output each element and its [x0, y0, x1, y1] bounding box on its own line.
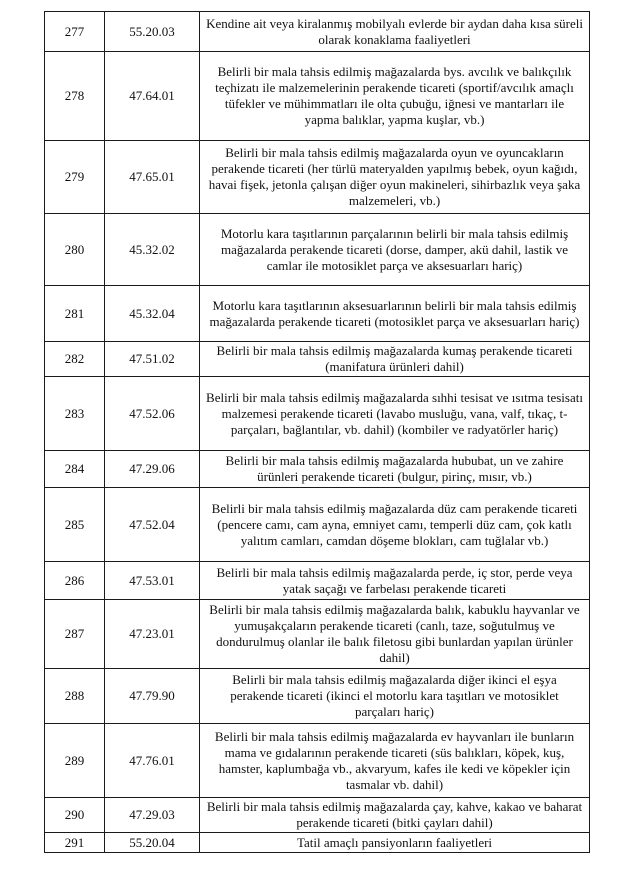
table-row — [45, 724, 590, 798]
row-number: 287 — [45, 600, 105, 669]
activity-code: 47.52.06 — [105, 377, 200, 451]
row-number: 283 — [45, 377, 105, 451]
activity-description: Belirli bir mala tahsis edilmiş mağazalarda perde, iç stor, perde veya yatak saçağı ve farbelası perakende ticareti — [200, 562, 590, 600]
activity-description: Belirli bir mala tahsis edilmiş mağazalarda oyun ve oyuncakların perakende ticareti (her türlü materyalden yapılmış bebek, oyun kağıdı, havai fişek, jetonla çalışan diğer oyun makineleri, sihirbazlık veya şaka malzemeleri, vb.) — [200, 141, 590, 214]
activity-code: 47.64.01 — [105, 52, 200, 141]
row-number: 279 — [45, 141, 105, 214]
row-number: 277 — [45, 12, 105, 52]
row-number: 281 — [45, 286, 105, 342]
activity-code: 47.29.06 — [105, 451, 200, 488]
activity-code-table-page — [44, 11, 590, 853]
table-row — [45, 798, 590, 833]
row-number: 282 — [45, 342, 105, 377]
activity-description: Tatil amaçlı pansiyonların faaliyetleri — [200, 833, 590, 853]
table-row — [45, 214, 590, 286]
activity-code: 47.29.03 — [105, 798, 200, 833]
activity-description: Belirli bir mala tahsis edilmiş mağazalarda çay, kahve, kakao ve baharat perakende ticareti (bitki çayları dahil) — [200, 798, 590, 833]
activity-description: Motorlu kara taşıtlarının parçalarının belirli bir mala tahsis edilmiş mağazalarda perakende ticareti (dorse, damper, akü dahil, lastik ve camlar ile motosiklet parça ve aksesuarları hariç) — [200, 214, 590, 286]
activity-description: Belirli bir mala tahsis edilmiş mağazalarda balık, kabuklu hayvanlar ve yumuşakçaların perakende ticareti (canlı, taze, soğutulmuş ve dondurulmuş olanlar ile balık filetosu gibi bunlardan yapılan ürünler dahil) — [200, 600, 590, 669]
table-row — [45, 52, 590, 141]
table-row — [45, 833, 590, 853]
activity-code: 55.20.04 — [105, 833, 200, 853]
activity-code: 45.32.02 — [105, 214, 200, 286]
activity-code: 47.79.90 — [105, 669, 200, 724]
activity-code: 47.53.01 — [105, 562, 200, 600]
row-number: 291 — [45, 833, 105, 853]
activity-description: Belirli bir mala tahsis edilmiş mağazalarda hububat, un ve zahire ürünleri perakende ticareti (bulgur, pirinç, mısır, vb.) — [200, 451, 590, 488]
row-number: 280 — [45, 214, 105, 286]
table-row — [45, 342, 590, 377]
table-row — [45, 377, 590, 451]
table-row — [45, 488, 590, 562]
table-row — [45, 141, 590, 214]
table-row — [45, 12, 590, 52]
table-row — [45, 669, 590, 724]
activity-description: Motorlu kara taşıtlarının aksesuarlarının belirli bir mala tahsis edilmiş mağazalarda perakende ticareti (motosiklet parça ve aksesuarları hariç) — [200, 286, 590, 342]
activity-code: 47.76.01 — [105, 724, 200, 798]
activity-code: 45.32.04 — [105, 286, 200, 342]
table-row — [45, 451, 590, 488]
activity-description: Belirli bir mala tahsis edilmiş mağazalarda bys. avcılık ve balıkçılık teçhizatı ile malzemelerinin perakende ticareti (sportif/avcılık amaçlı tüfekler ve mühimmatları ile olta çubuğu, iğnesi ve mantarları ile yapma balıklar, yapma kuşlar, vb.) — [200, 52, 590, 141]
table-row — [45, 562, 590, 600]
row-number: 288 — [45, 669, 105, 724]
row-number: 285 — [45, 488, 105, 562]
activity-code: 47.51.02 — [105, 342, 200, 377]
table-row — [45, 286, 590, 342]
activity-code: 47.52.04 — [105, 488, 200, 562]
row-number: 289 — [45, 724, 105, 798]
activity-description: Belirli bir mala tahsis edilmiş mağazalarda ev hayvanları ile bunların mama ve gıdalarının perakende ticareti (süs balıkları, köpek, kuş, hamster, kaplumbağa vb., akvaryum, kafes ile kedi ve köpekler için tasmalar vb. dahil) — [200, 724, 590, 798]
row-number: 284 — [45, 451, 105, 488]
table-row — [45, 600, 590, 669]
activity-code-table — [44, 11, 590, 853]
activity-code: 47.23.01 — [105, 600, 200, 669]
row-number: 290 — [45, 798, 105, 833]
activity-description: Belirli bir mala tahsis edilmiş mağazalarda diğer ikinci el eşya perakende ticareti (ikinci el motorlu kara taşıtları ve motosiklet parçaları hariç) — [200, 669, 590, 724]
activity-description: Belirli bir mala tahsis edilmiş mağazalarda düz cam perakende ticareti (pencere camı, cam ayna, emniyet camı, temperli düz cam, çok katlı yalıtım camları, camdan döşeme blokları, cam tuğlalar vb.) — [200, 488, 590, 562]
row-number: 286 — [45, 562, 105, 600]
activity-code: 55.20.03 — [105, 12, 200, 52]
activity-description: Kendine ait veya kiralanmış mobilyalı evlerde bir aydan daha kısa süreli olarak konaklama faaliyetleri — [200, 12, 590, 52]
activity-description: Belirli bir mala tahsis edilmiş mağazalarda kumaş perakende ticareti (manifatura ürünleri dahil) — [200, 342, 590, 377]
activity-description: Belirli bir mala tahsis edilmiş mağazalarda sıhhi tesisat ve ısıtma tesisatı malzemesi perakende ticareti (lavabo musluğu, vana, valf, tıkaç, t-parçaları, bağlantılar, vb. dahil) (kombiler ve radyatörler hariç) — [200, 377, 590, 451]
activity-code: 47.65.01 — [105, 141, 200, 214]
row-number: 278 — [45, 52, 105, 141]
